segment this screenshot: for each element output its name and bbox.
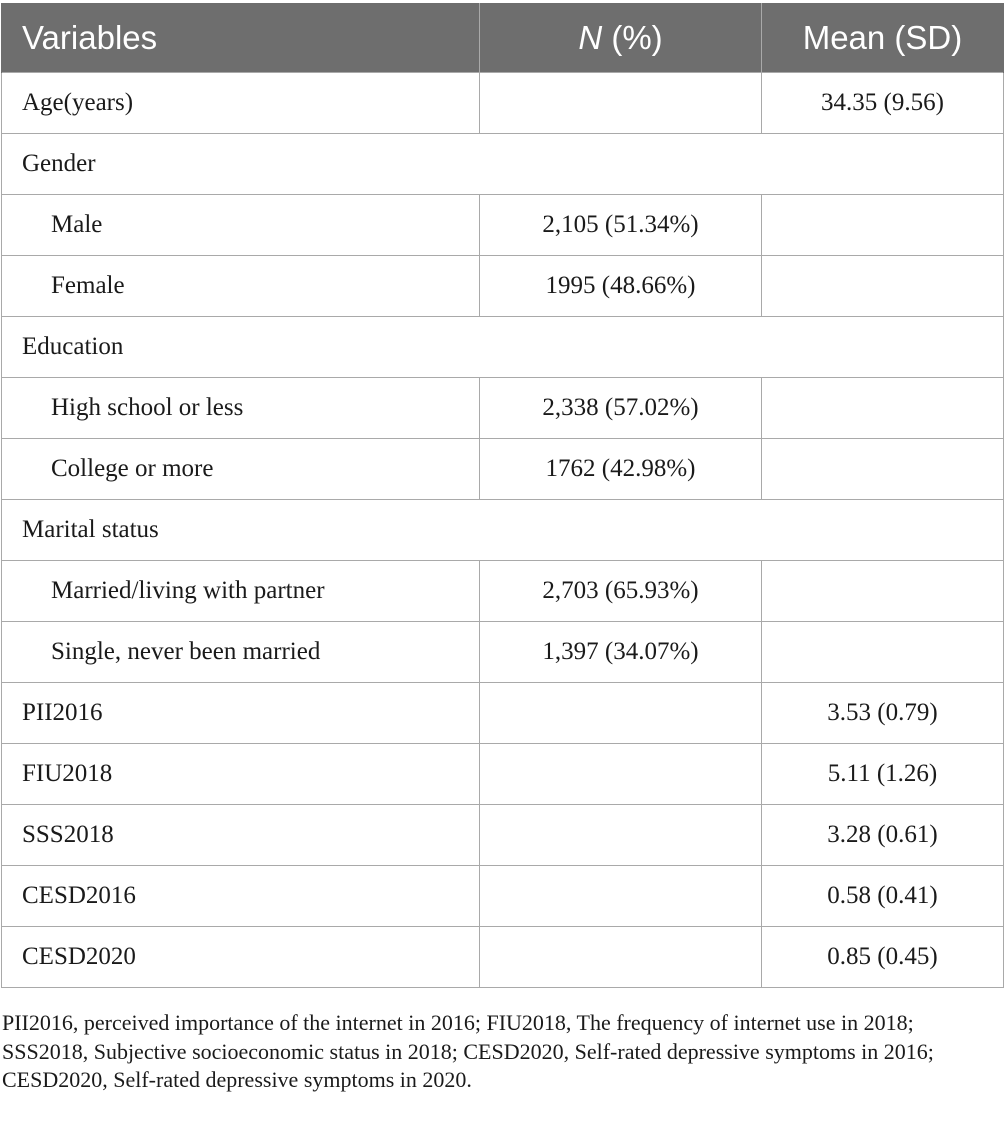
- table-row: [2, 378, 1004, 439]
- n-percent-cell: [480, 744, 762, 805]
- table-footnote: PII2016, perceived importance of the internet in 2016; FIU2018, The frequency of internet use in 2018; SSS2018, Subjective socioeconomic status in 2018; CESD2020, Self-rated depressive symptoms in 2016; CESD2020, Self-rated depressive symptoms in 2020.: [2, 1010, 934, 1092]
- table-row: [2, 622, 1004, 683]
- group-label: Education: [2, 317, 480, 378]
- group-header-row: [2, 317, 1004, 378]
- variable-label: High school or less: [2, 378, 480, 439]
- variable-label: Male: [2, 195, 480, 256]
- variable-label: Age(years): [2, 73, 480, 134]
- n-percent-cell: 1995 (48.66%): [480, 256, 762, 317]
- variable-label: CESD2020: [2, 927, 480, 988]
- n-percent-cell: 2,703 (65.93%): [480, 561, 762, 622]
- table-row: [2, 439, 1004, 500]
- table-row: [2, 805, 1004, 866]
- mean-sd-cell: 0.85 (0.45): [762, 927, 1004, 988]
- variable-label: FIU2018: [2, 744, 480, 805]
- table-body: [2, 73, 1004, 988]
- header-mean-sd: Mean (SD): [762, 3, 1004, 73]
- variable-label: Female: [2, 256, 480, 317]
- group-blank-cell: [480, 317, 1004, 378]
- header-variables: Variables: [2, 3, 480, 73]
- n-percent-cell: 1,397 (34.07%): [480, 622, 762, 683]
- mean-sd-cell: [762, 195, 1004, 256]
- table-row: [2, 195, 1004, 256]
- n-percent-cell: 2,105 (51.34%): [480, 195, 762, 256]
- variable-label: SSS2018: [2, 805, 480, 866]
- header-n-italic: N: [578, 18, 603, 56]
- variable-label: Married/living with partner: [2, 561, 480, 622]
- n-percent-cell: [480, 73, 762, 134]
- n-percent-cell: 2,338 (57.02%): [480, 378, 762, 439]
- header-row: [2, 3, 1004, 73]
- table-row: [2, 256, 1004, 317]
- table-row: [2, 744, 1004, 805]
- variable-label: Single, never been married: [2, 622, 480, 683]
- mean-sd-cell: 5.11 (1.26): [762, 744, 1004, 805]
- table-row: [2, 73, 1004, 134]
- n-percent-cell: [480, 805, 762, 866]
- mean-sd-cell: 3.28 (0.61): [762, 805, 1004, 866]
- table-row: [2, 927, 1004, 988]
- variable-label: CESD2016: [2, 866, 480, 927]
- variable-label: College or more: [2, 439, 480, 500]
- group-label: Gender: [2, 134, 480, 195]
- mean-sd-cell: 0.58 (0.41): [762, 866, 1004, 927]
- table-header: [2, 3, 1004, 73]
- table-row: [2, 561, 1004, 622]
- header-n-rest: (%): [602, 18, 663, 56]
- table-row: [2, 683, 1004, 744]
- n-percent-cell: [480, 683, 762, 744]
- mean-sd-cell: [762, 622, 1004, 683]
- group-header-row: [2, 134, 1004, 195]
- n-percent-cell: 1762 (42.98%): [480, 439, 762, 500]
- group-blank-cell: [480, 134, 1004, 195]
- group-header-row: [2, 500, 1004, 561]
- descriptive-statistics-table: [1, 3, 1004, 988]
- mean-sd-cell: [762, 439, 1004, 500]
- mean-sd-cell: 3.53 (0.79): [762, 683, 1004, 744]
- n-percent-cell: [480, 927, 762, 988]
- header-n-percent: [480, 3, 762, 73]
- n-percent-cell: [480, 866, 762, 927]
- table-row: [2, 866, 1004, 927]
- mean-sd-cell: [762, 256, 1004, 317]
- group-label: Marital status: [2, 500, 480, 561]
- variable-label: PII2016: [2, 683, 480, 744]
- group-blank-cell: [480, 500, 1004, 561]
- mean-sd-cell: 34.35 (9.56): [762, 73, 1004, 134]
- mean-sd-cell: [762, 378, 1004, 439]
- mean-sd-cell: [762, 561, 1004, 622]
